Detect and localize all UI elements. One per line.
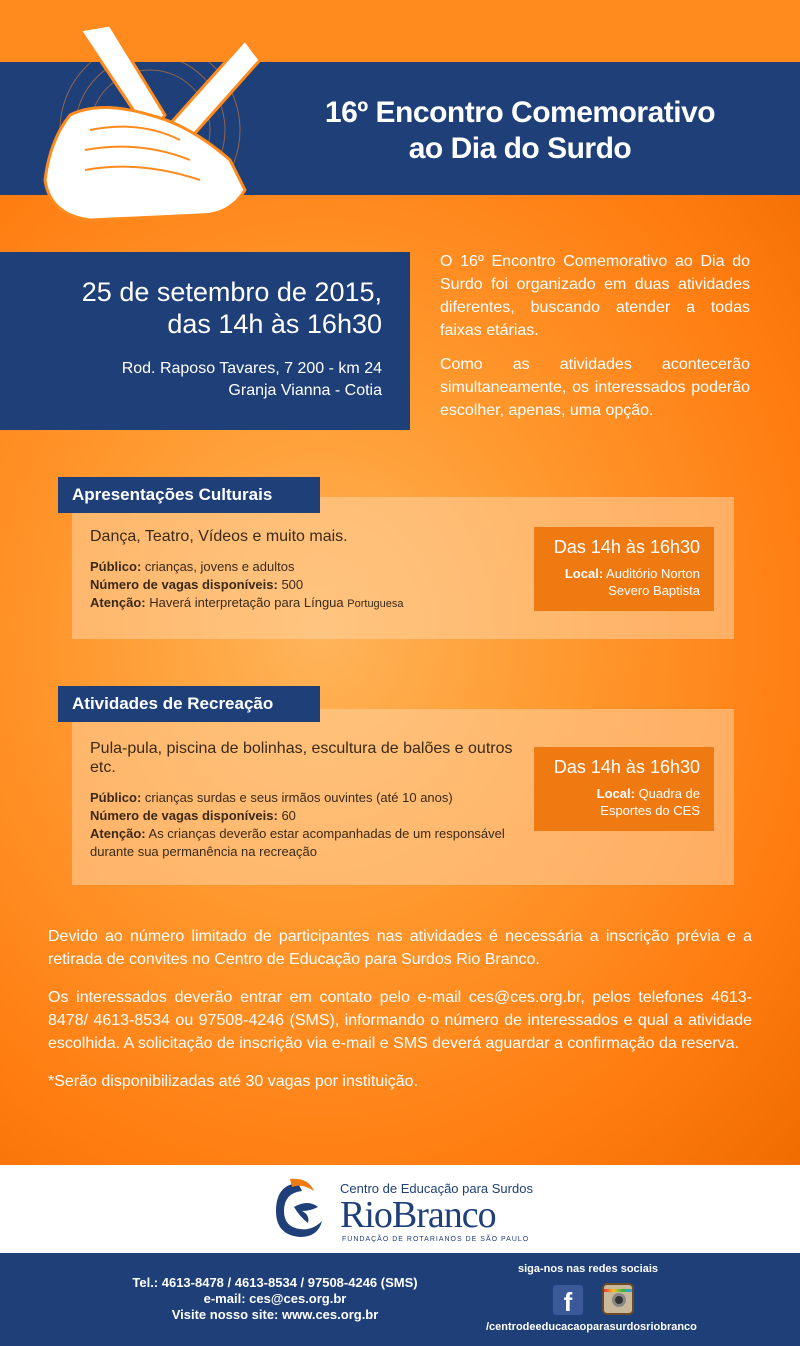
event-date: 25 de setembro de 2015, <box>81 277 382 307</box>
location <box>534 565 700 582</box>
footer-phone: Tel.: 4613-8478 / 4613-8534 / 97508-4246 (SMS) <box>132 1275 418 1290</box>
footer <box>0 1253 800 1346</box>
vacancies-value: 60 <box>277 808 296 823</box>
event-time: das 14h às 16h30 <box>167 309 382 339</box>
time-box-recreation <box>534 747 714 831</box>
vacancies-label: Número de vagas disponíveis: <box>90 808 278 823</box>
location <box>534 785 700 802</box>
logo-area <box>0 1165 800 1253</box>
social-url-link[interactable]: /centrodeeducacaoparasurdosriobranco <box>486 1321 697 1333</box>
event-address <box>0 358 382 402</box>
instagram-stripe <box>604 1289 632 1292</box>
attention-row <box>90 594 530 613</box>
audience-row <box>90 558 530 576</box>
attention-label: Atenção: <box>90 826 146 841</box>
location-value: Auditório Norton <box>603 566 700 581</box>
instagram-icon[interactable] <box>602 1283 634 1315</box>
intro-paragraph-2: Como as atividades acontecerão simultaneamente, os interessados poderão escolher, apenas, uma opção. <box>440 356 750 419</box>
title-line-2: ao Dia do Surdo <box>408 132 632 165</box>
activity-time: Das 14h às 16h30 <box>553 537 700 557</box>
intro-text <box>440 250 750 422</box>
attention-value: Haverá interpretação para Língua <box>145 595 348 610</box>
info-paragraph-2: Os interessados deverão entrar em contato pelo e-mail ces@ces.org.br, pelos telefones 4613-8478/ 4613-8534 ou 97508-4246 (SMS), informando o número de interessados e qual a atividade escolhida. A solicitação de inscrição via e-mail e SMS deverá aguardar a confirmação da reserva. <box>48 989 752 1052</box>
address-line-2: Granja Vianna - Cotia <box>228 382 382 399</box>
footer-email[interactable]: e-mail: ces@ces.org.br <box>203 1291 347 1306</box>
activity-description: Pula-pula, piscina de bolinhas, escultura de balões e outros etc. <box>90 740 513 776</box>
activity-details <box>90 527 530 613</box>
logo-subtitle: Centro de Educação para Surdos <box>340 1181 533 1196</box>
audience-value: crianças surdas e seus irmãos ouvintes (até 10 anos) <box>141 790 453 805</box>
sign-hands-icon <box>30 20 270 240</box>
audience-label: Público: <box>90 559 142 574</box>
logo-foundation: FUNDAÇÃO DE ROTARIANOS DE SÃO PAULO <box>342 1236 530 1243</box>
facebook-icon[interactable]: f <box>553 1285 583 1315</box>
address-line-1: Rod. Raposo Tavares, 7 200 - km 24 <box>121 360 382 377</box>
attention-value-small: Portuguesa <box>347 598 404 610</box>
info-paragraph-1: Devido ao número limitado de participantes nas atividades é necessária a inscrição prévia e a retirada de convites no Centro de Educação para Surdos Rio Branco. <box>48 928 752 968</box>
registration-info <box>48 925 752 1108</box>
audience-row <box>90 789 530 807</box>
title-line-1: 16º Encontro Comemorativo <box>324 96 716 129</box>
instagram-lens <box>612 1293 626 1307</box>
date-box <box>0 252 410 430</box>
social-title: siga-nos nas redes sociais <box>518 1263 659 1275</box>
activity-description: Dança, Teatro, Vídeos e muito mais. <box>90 528 348 545</box>
vacancies-value: 500 <box>277 577 304 592</box>
location-value-line-2: Esportes do CES <box>600 803 700 818</box>
time-box-cultural <box>534 527 714 611</box>
location-label: Local: <box>564 566 604 581</box>
vacancies-label: Número de vagas disponíveis: <box>90 577 278 592</box>
logo-wordmark: RioBranco <box>340 1194 496 1236</box>
location-value: Quadra de <box>634 786 700 801</box>
page-title <box>270 95 770 167</box>
footer-contact <box>110 1275 440 1323</box>
activity-time: Das 14h às 16h30 <box>553 757 700 777</box>
activity-details <box>90 739 530 861</box>
location-label: Local: <box>596 786 635 801</box>
activity-label-recreation: Atividades de Recreação <box>58 686 320 722</box>
attention-value: As crianças deverão estar acompanhadas de um responsável durante sua permanência na recreação <box>90 826 505 859</box>
audience-label: Público: <box>90 790 142 805</box>
vacancies-row <box>90 576 530 594</box>
vacancies-row <box>90 807 530 825</box>
attention-label: Atenção: <box>90 595 146 610</box>
riobranco-logo-icon <box>268 1177 328 1243</box>
attention-row <box>90 825 530 861</box>
footer-website-link[interactable]: Visite nosso site: www.ces.org.br <box>171 1307 379 1322</box>
intro-paragraph-1: O 16º Encontro Comemorativo ao Dia do Surdo foi organizado em duas atividades diferentes, buscando atender a todas faixas etárias. <box>440 253 750 339</box>
activity-label-cultural: Apresentações Culturais <box>58 477 320 513</box>
audience-value: crianças, jovens e adultos <box>141 559 295 574</box>
location-value-line-2: Severo Baptista <box>608 583 700 598</box>
info-paragraph-3: *Serão disponibilizadas até 30 vagas por instituição. <box>48 1073 419 1090</box>
